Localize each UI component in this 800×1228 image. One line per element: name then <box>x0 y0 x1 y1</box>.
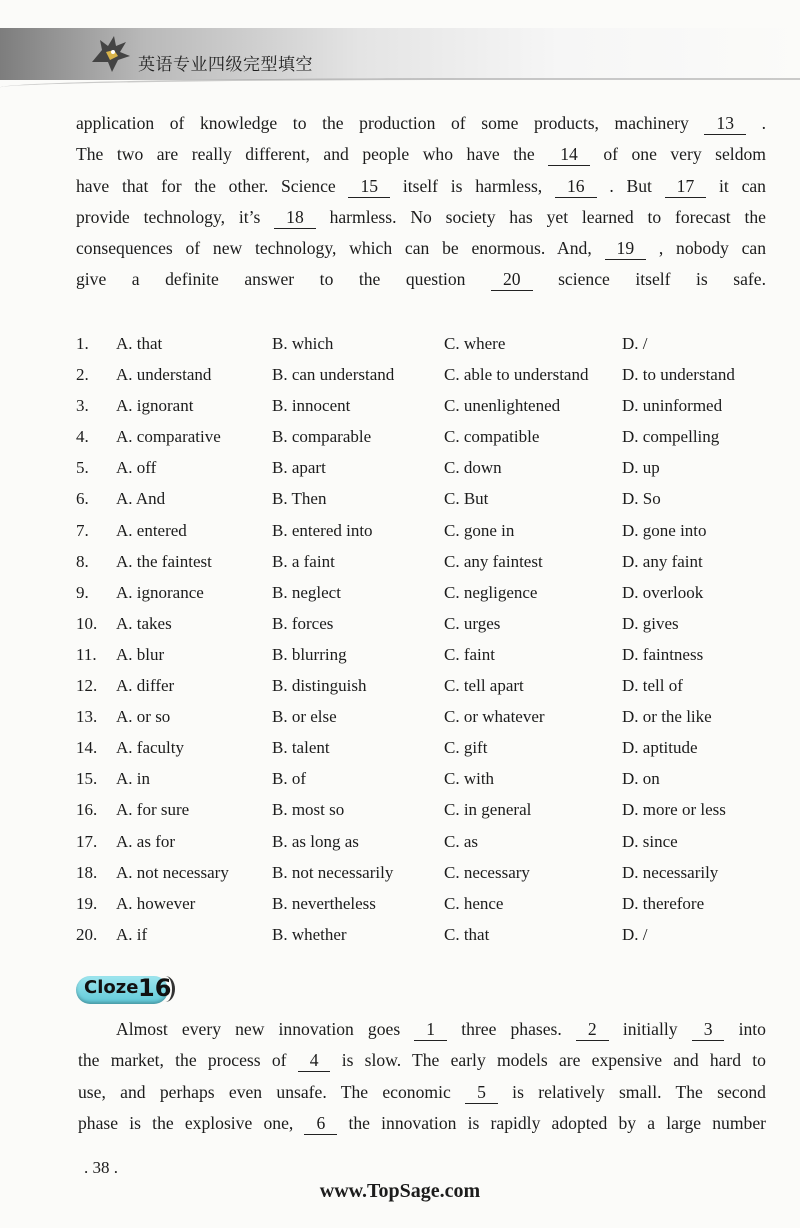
passage-text: harmless. No society has yet learned to forecast the <box>315 206 766 227</box>
passage-line <box>76 233 766 264</box>
question-number: 12. <box>76 676 98 696</box>
answer-blank[interactable]: 5 <box>465 1081 498 1104</box>
option-b[interactable]: B. comparable <box>272 427 372 447</box>
option-row <box>76 670 776 701</box>
option-row <box>76 577 776 608</box>
passage-text: is relatively small. The second <box>497 1081 766 1102</box>
question-number: 10. <box>76 613 98 633</box>
option-row <box>76 515 776 546</box>
option-c[interactable]: C. hence <box>444 893 504 913</box>
question-number: 14. <box>76 738 98 758</box>
passage-line <box>76 202 766 233</box>
option-b[interactable]: B. not necessarily <box>272 862 394 882</box>
option-a[interactable]: A. ignorant <box>116 396 194 416</box>
passage-line <box>78 1108 766 1139</box>
option-a[interactable]: A. comparative <box>116 427 221 447</box>
option-d[interactable]: D. since <box>622 831 678 851</box>
option-b[interactable]: B. whether <box>272 924 347 944</box>
option-row <box>76 546 776 577</box>
option-c[interactable]: C. gift <box>444 738 488 758</box>
option-d[interactable]: D. aptitude <box>622 738 698 758</box>
passage-text: . But <box>596 175 665 196</box>
passage-text: is slow. The early models are expensive and hard to <box>330 1050 766 1071</box>
option-a[interactable]: A. off <box>116 458 157 478</box>
passage-text: three phases. <box>447 1019 576 1039</box>
question-number: 7. <box>76 520 89 540</box>
option-b[interactable]: B. of <box>272 769 306 789</box>
passage-text: of one very seldom <box>589 144 766 165</box>
answer-blank[interactable]: 17 <box>665 175 707 198</box>
option-c[interactable]: C. in general <box>444 800 532 820</box>
option-b[interactable]: B. nevertheless <box>272 893 376 913</box>
question-number: 16. <box>76 800 98 820</box>
option-c[interactable]: C. where <box>444 334 506 353</box>
question-number: 13. <box>76 707 98 727</box>
option-c[interactable]: C. compatible <box>444 427 540 447</box>
option-c[interactable]: C. gone in <box>444 520 515 540</box>
option-c[interactable]: C. as <box>444 831 478 851</box>
question-number: 17. <box>76 831 98 851</box>
answer-blank[interactable]: 13 <box>704 112 746 135</box>
passage-line <box>78 1077 766 1108</box>
option-row <box>76 732 776 763</box>
answer-blank[interactable]: 1 <box>414 1018 447 1041</box>
option-a[interactable]: A. as for <box>116 831 176 851</box>
option-a[interactable]: A. differ <box>116 676 175 696</box>
option-a[interactable]: A. not necessary <box>116 862 229 882</box>
option-d[interactable]: D. any faint <box>622 551 703 571</box>
question-number: 8. <box>76 551 89 571</box>
option-d[interactable]: D. overlook <box>622 582 704 602</box>
options-list <box>76 328 776 950</box>
passage-text: The two are really different, and people who have the <box>76 144 549 165</box>
option-a[interactable]: A. the faintest <box>116 551 212 571</box>
option-a[interactable]: A. blur <box>116 644 165 664</box>
question-number: 4. <box>76 427 89 447</box>
option-b[interactable]: B. neglect <box>272 582 341 602</box>
passage-text: it can <box>706 175 766 196</box>
footer-url: www.TopSage.com <box>319 1180 481 1202</box>
question-number: 11. <box>76 644 97 664</box>
question-number: 9. <box>76 582 89 602</box>
option-a[interactable]: A. understand <box>116 365 212 385</box>
option-d[interactable]: D. gone into <box>622 520 707 540</box>
option-row <box>76 857 776 888</box>
option-d[interactable]: D. uninformed <box>622 396 723 416</box>
question-number: 15. <box>76 769 98 789</box>
passage-line <box>78 1045 766 1076</box>
option-d[interactable]: D. up <box>622 458 660 478</box>
passage-line <box>76 108 766 139</box>
option-d[interactable]: D. to understand <box>622 365 735 385</box>
header-divider <box>0 78 800 94</box>
option-row <box>76 701 776 732</box>
option-b[interactable]: B. which <box>272 334 334 353</box>
option-row <box>76 359 776 390</box>
option-d[interactable]: D. on <box>622 769 660 789</box>
passage-text: provide technology, it’s <box>76 206 275 227</box>
passage-text: . <box>746 113 766 133</box>
option-row <box>76 390 776 421</box>
passage-text: phase is the explosive one, <box>78 1112 305 1133</box>
option-d[interactable]: D. gives <box>622 613 679 633</box>
passage-text: Almost every new innovation goes <box>116 1019 415 1039</box>
option-c[interactable]: C. tell apart <box>444 676 524 696</box>
passage-text: the market, the process of <box>78 1050 298 1071</box>
cloze-badge <box>76 974 176 1006</box>
question-number: 1. <box>76 334 89 353</box>
option-a[interactable]: A. or so <box>116 707 171 727</box>
option-row <box>76 919 776 950</box>
option-b[interactable]: B. entered into <box>272 520 373 540</box>
answer-blank[interactable]: 2 <box>576 1018 609 1041</box>
option-a[interactable]: A. takes <box>116 613 172 633</box>
answer-blank[interactable]: 4 <box>298 1049 331 1072</box>
option-c[interactable]: C. any faintest <box>444 551 543 571</box>
passage-text: consequences of new technology, which can be enormous. And, <box>76 238 605 259</box>
option-c[interactable]: C. faint <box>444 644 495 664</box>
cloze-label: Cloze <box>84 977 139 998</box>
dragon-logo-icon <box>88 32 134 78</box>
answer-blank[interactable]: 16 <box>555 175 597 198</box>
option-a[interactable]: A. if <box>116 924 148 944</box>
passage-text: the innovation is rapidly adopted by a large number <box>337 1112 767 1133</box>
question-number: 18. <box>76 862 98 882</box>
option-d[interactable]: D. / <box>622 924 648 944</box>
option-d[interactable]: D. So <box>622 489 661 509</box>
answer-blank[interactable]: 20 <box>491 268 533 291</box>
option-row <box>76 608 776 639</box>
option-a[interactable]: A. And <box>116 489 166 509</box>
option-a[interactable]: A. faculty <box>116 738 184 758</box>
option-b[interactable]: B. innocent <box>272 396 351 416</box>
passage-line <box>78 1014 766 1045</box>
option-row <box>76 763 776 794</box>
option-row <box>76 452 776 483</box>
option-a[interactable]: A. entered <box>116 520 187 540</box>
cloze-badge-arc <box>156 976 175 1002</box>
cloze-number: 16 <box>138 974 172 1002</box>
option-d[interactable]: D. tell of <box>622 676 683 696</box>
answer-blank[interactable]: 18 <box>274 206 316 229</box>
page-number: . 38 . <box>84 1158 118 1177</box>
answer-blank[interactable]: 14 <box>548 143 590 166</box>
cloze15-passage-end <box>76 108 766 296</box>
option-c[interactable]: C. unenlightened <box>444 396 561 416</box>
question-number: 6. <box>76 489 89 509</box>
option-b[interactable]: B. a faint <box>272 551 335 571</box>
answer-blank[interactable]: 3 <box>692 1018 725 1041</box>
passage-text: science itself is safe. <box>532 269 766 290</box>
passage-text: use, and perhaps even unsafe. The economic <box>78 1081 466 1102</box>
option-d[interactable]: D. therefore <box>622 893 705 913</box>
option-a[interactable]: A. ignorance <box>116 582 204 602</box>
answer-blank[interactable]: 15 <box>348 175 390 198</box>
option-row <box>76 328 776 359</box>
answer-blank[interactable]: 6 <box>304 1112 337 1135</box>
option-b[interactable]: B. most so <box>272 800 345 820</box>
passage-line <box>76 264 766 295</box>
option-d[interactable]: D. or the like <box>622 707 712 727</box>
option-row <box>76 483 776 514</box>
question-number: 20. <box>76 924 98 944</box>
passage-text: itself is harmless, <box>390 175 555 196</box>
option-c[interactable]: C. that <box>444 924 490 944</box>
option-row <box>76 888 776 919</box>
option-b[interactable]: B. Then <box>272 489 327 509</box>
question-number: 19. <box>76 893 98 913</box>
option-b[interactable]: B. as long as <box>272 831 359 851</box>
option-d[interactable]: D. necessarily <box>622 862 719 882</box>
option-b[interactable]: B. distinguish <box>272 676 367 696</box>
option-d[interactable]: D. more or less <box>622 800 726 820</box>
option-c[interactable]: C. negligence <box>444 582 538 602</box>
passage-text: give a definite answer to the question <box>76 269 491 290</box>
option-c[interactable]: C. able to understand <box>444 365 589 385</box>
option-row <box>76 639 776 670</box>
page-header <box>0 0 800 100</box>
passage-line <box>76 139 766 170</box>
header-title: 英语专业四级完型填空 <box>138 55 313 75</box>
option-row <box>76 421 776 452</box>
option-b[interactable]: B. blurring <box>272 644 347 664</box>
option-d[interactable]: D. compelling <box>622 427 720 447</box>
passage-line <box>76 171 766 202</box>
option-c[interactable]: C. down <box>444 458 502 478</box>
option-d[interactable]: D. / <box>622 334 648 353</box>
answer-blank[interactable]: 19 <box>605 237 647 260</box>
option-a[interactable]: A. however <box>116 893 196 913</box>
cloze16-passage <box>78 1014 766 1139</box>
option-c[interactable]: C. But <box>444 489 489 509</box>
option-c[interactable]: C. urges <box>444 613 501 633</box>
passage-text: into <box>724 1019 766 1039</box>
question-number: 2. <box>76 365 89 385</box>
option-c[interactable]: C. necessary <box>444 862 530 882</box>
option-b[interactable]: B. can understand <box>272 365 395 385</box>
option-b[interactable]: B. or else <box>272 707 337 727</box>
option-a[interactable]: A. that <box>116 334 163 353</box>
passage-text: application of knowledge to the production of some products, machinery <box>76 113 705 133</box>
option-c[interactable]: C. with <box>444 769 495 789</box>
passage-text: have that for the other. Science <box>76 175 349 196</box>
passage-text: initially <box>608 1019 692 1039</box>
passage-text: , nobody can <box>646 238 766 259</box>
option-d[interactable]: D. faintness <box>622 644 704 664</box>
question-number: 3. <box>76 396 89 416</box>
option-row <box>76 826 776 857</box>
question-number: 5. <box>76 458 89 478</box>
option-b[interactable]: B. forces <box>272 613 334 633</box>
option-b[interactable]: B. apart <box>272 458 326 478</box>
option-a[interactable]: A. for sure <box>116 800 190 820</box>
option-c[interactable]: C. or whatever <box>444 707 545 727</box>
option-row <box>76 794 776 825</box>
option-b[interactable]: B. talent <box>272 738 330 758</box>
option-a[interactable]: A. in <box>116 769 150 789</box>
